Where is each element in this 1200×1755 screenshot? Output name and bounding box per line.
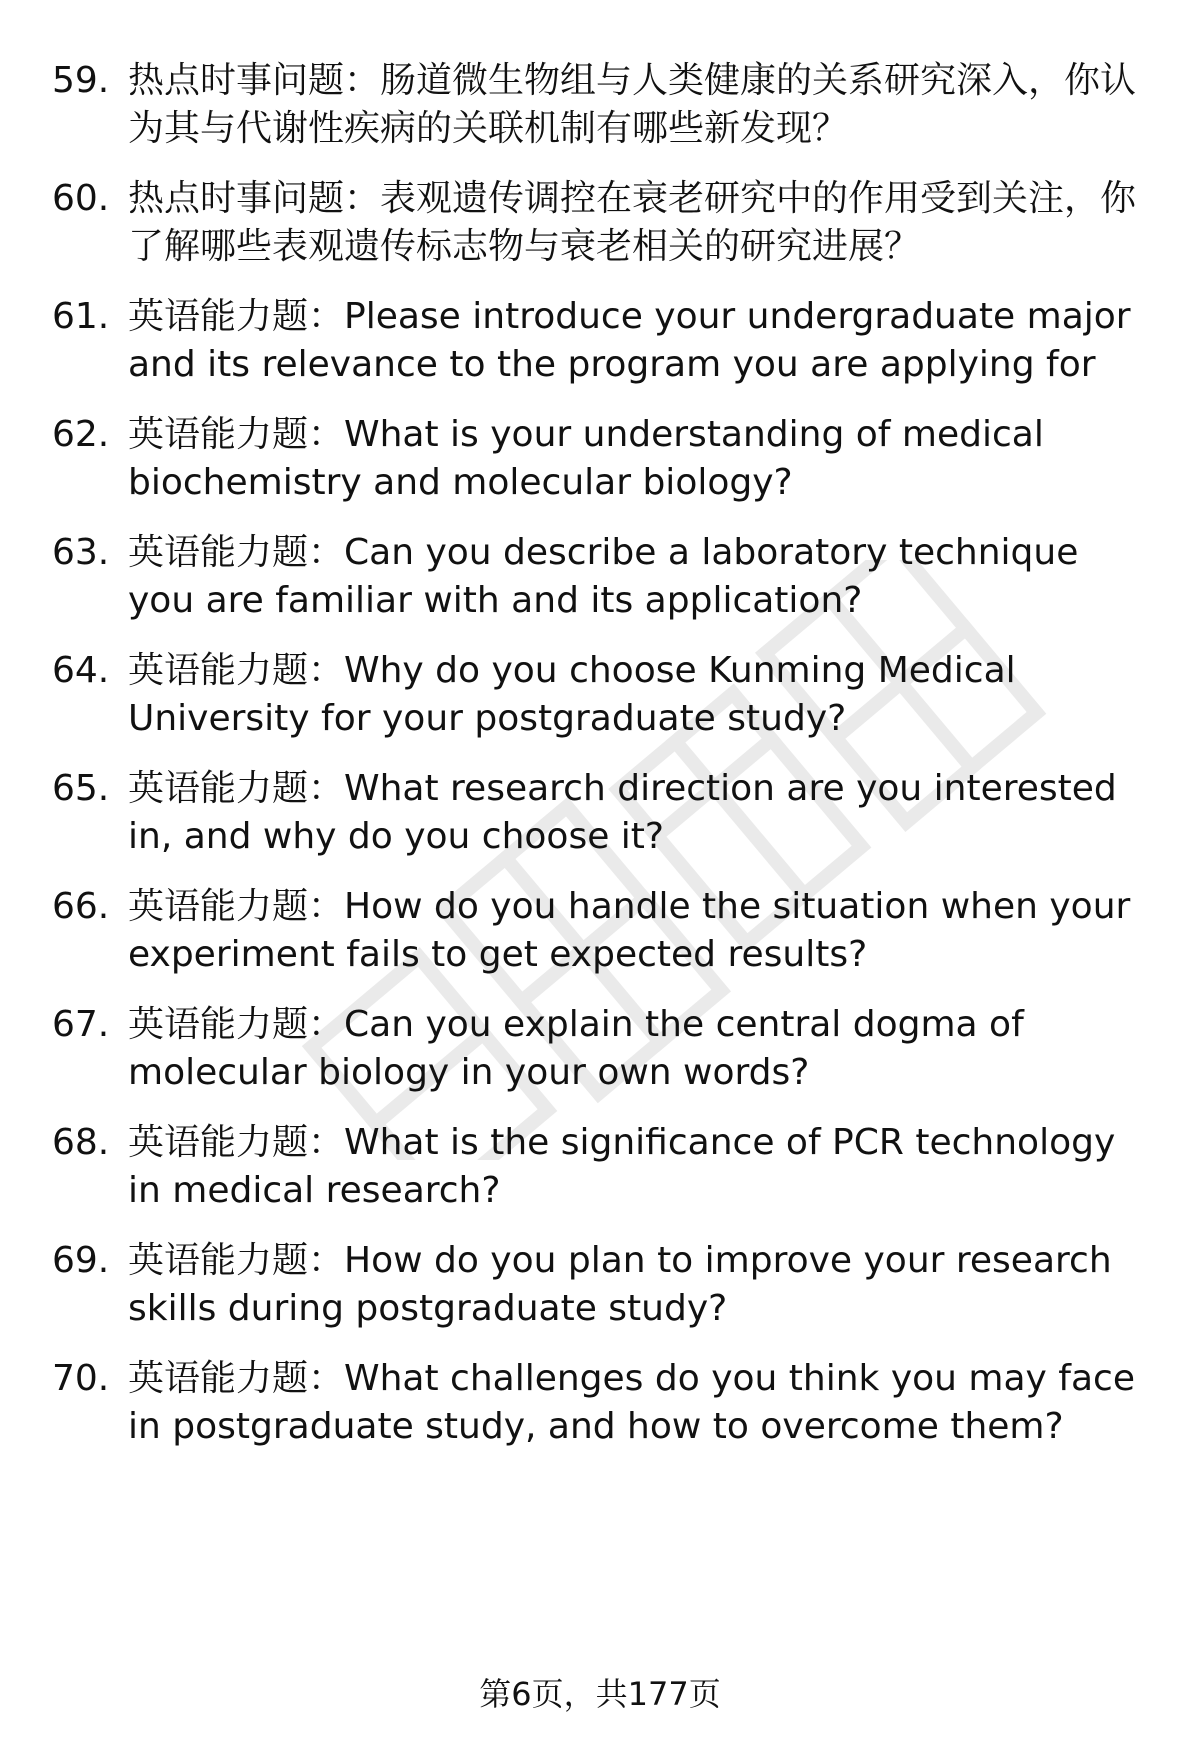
question-number: 70.: [52, 1358, 110, 1399]
question-text: 英语能力题：How do you plan to improve your research skills during postgraduate study?: [128, 1240, 1112, 1329]
question-text: 英语能力题：Can you explain the central dogma of molecular biology in your own words?: [128, 1004, 1024, 1093]
question-number: 61.: [52, 296, 110, 337]
question-number: 65.: [52, 768, 110, 809]
question-number: 60.: [52, 178, 110, 219]
question-text: 英语能力题：How do you handle the situation when your experiment fails to get expected results?: [128, 886, 1131, 975]
question-text: 英语能力题：Please introduce your undergraduate major and its relevance to the program you are applying for: [128, 296, 1131, 385]
question-number: 67.: [52, 1004, 110, 1045]
question-number: 59.: [52, 60, 110, 101]
question-number: 62.: [52, 414, 110, 455]
question-text: 英语能力题：Can you describe a laboratory technique you are familiar with and its application?: [128, 532, 1079, 621]
question-number: 64.: [52, 650, 110, 691]
page-footer: 第6页，共177页: [479, 1675, 721, 1713]
question-text: 英语能力题：What is the significance of PCR technology in medical research?: [128, 1122, 1116, 1211]
question-text: 热点时事问题：肠道微生物组与人类健康的关系研究深入，你认为其与代谢性疾病的关联机制有哪些新发现？: [128, 60, 1137, 149]
question-text: 英语能力题：What challenges do you think you may face in postgraduate study, and how to overcome them?: [128, 1358, 1135, 1447]
question-text: 英语能力题：Why do you choose Kunming Medical University for your postgraduate study?: [128, 650, 1016, 739]
question-number: 66.: [52, 886, 110, 927]
question-number: 69.: [52, 1240, 110, 1281]
question-text: 热点时事问题：表观遗传调控在衰老研究中的作用受到关注，你了解哪些表观遗传标志物与衰老相关的研究进展？: [128, 178, 1137, 267]
question-number: 68.: [52, 1122, 110, 1163]
question-text: 英语能力题：What is your understanding of medical biochemistry and molecular biology?: [128, 414, 1044, 503]
question-text: 英语能力题：What research direction are you interested in, and why do you choose it?: [128, 768, 1117, 857]
question-number: 63.: [52, 532, 110, 573]
